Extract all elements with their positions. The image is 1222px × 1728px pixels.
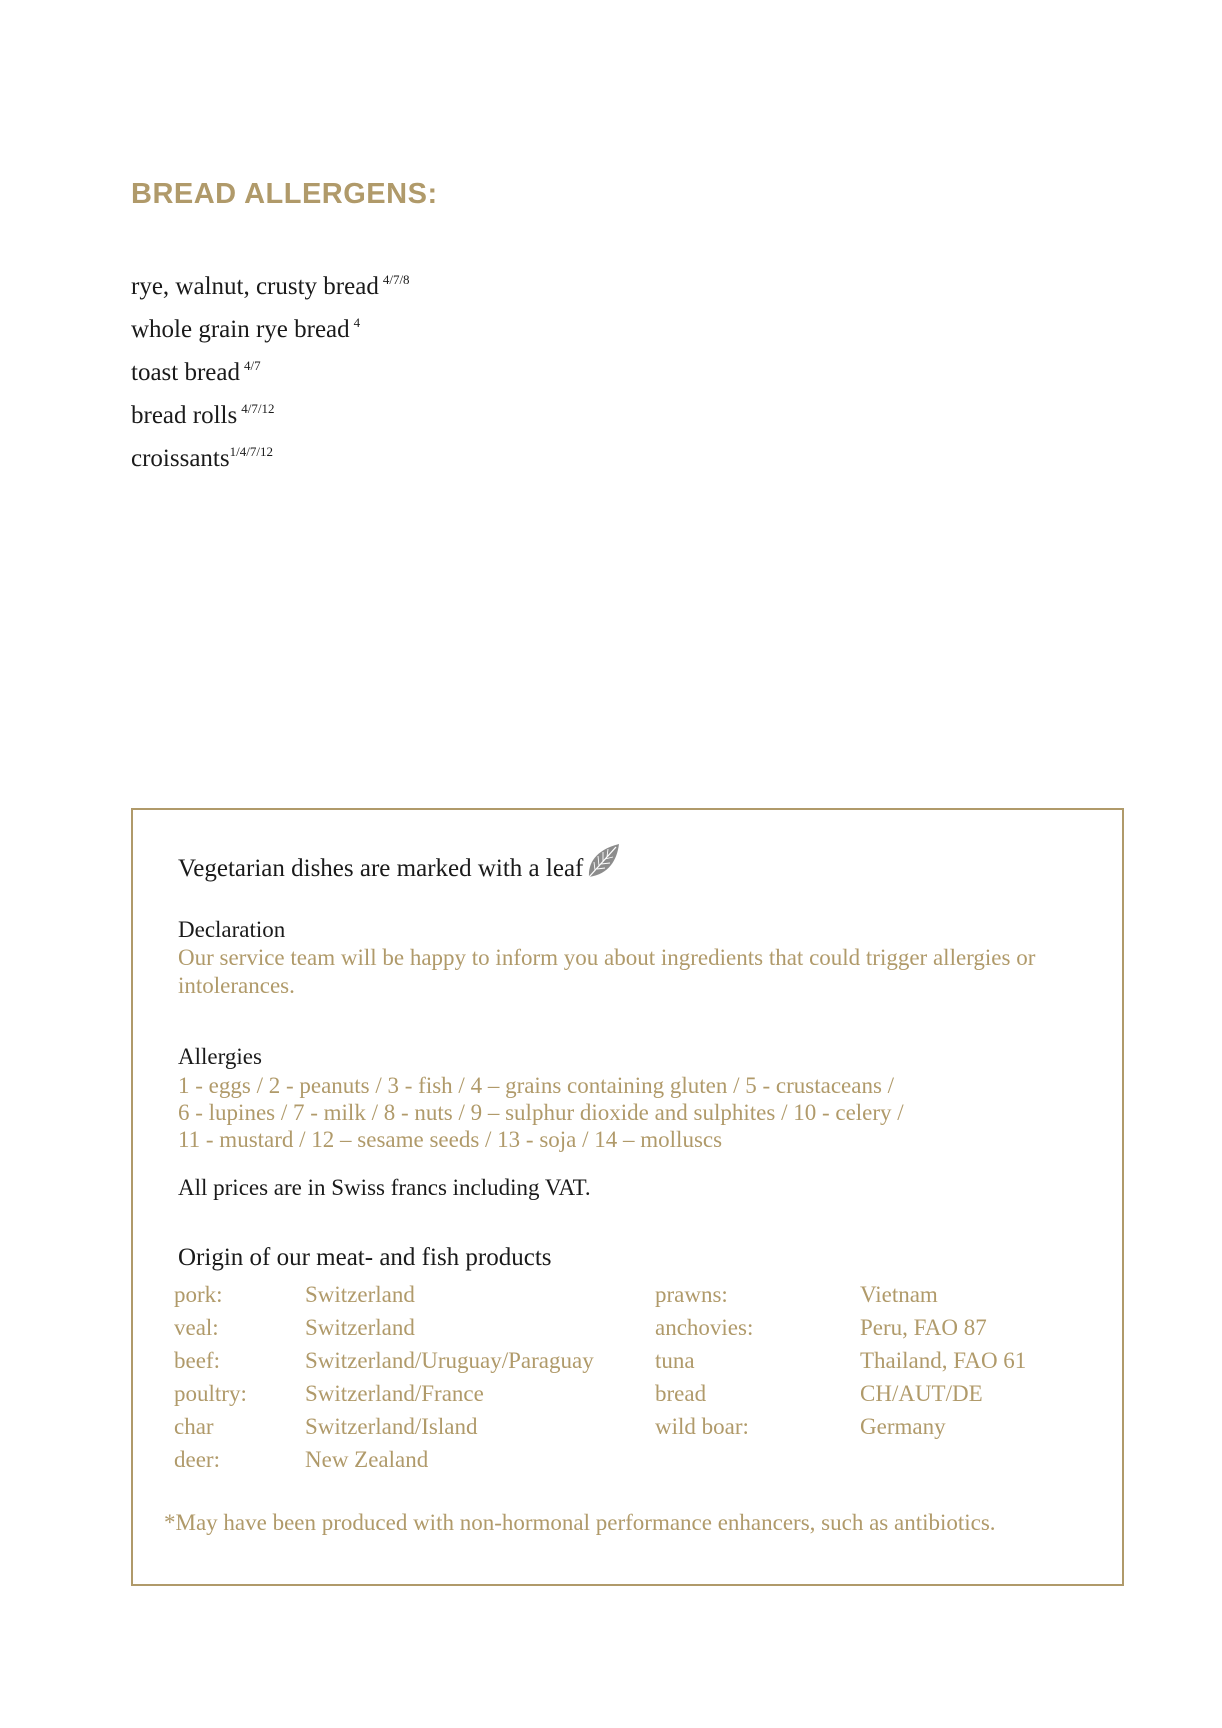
vegetarian-note-text: Vegetarian dishes are marked with a leaf <box>178 855 584 882</box>
page-title: BREAD ALLERGENS: <box>131 178 438 210</box>
origin-label: deer: <box>174 1447 220 1472</box>
origin-value: Switzerland <box>305 1315 415 1340</box>
origin-label: pork: <box>174 1282 223 1307</box>
origin-label: prawns: <box>655 1282 728 1307</box>
origin-value: CH/AUT/DE <box>860 1381 983 1406</box>
allergies-line: 6 - lupines / 7 - milk / 8 - nuts / 9 – sulphur dioxide and sulphites / 10 - celery / <box>178 1100 904 1125</box>
allergies-line: 1 - eggs / 2 - peanuts / 3 - fish / 4 – grains containing gluten / 5 - crustaceans / <box>178 1073 895 1098</box>
origin-value: Switzerland/Uruguay/Paraguay <box>305 1348 594 1373</box>
allergen-codes: 4/7/8 <box>382 272 410 287</box>
info-box <box>131 808 1124 1586</box>
origin-left-labels <box>174 1278 247 1476</box>
origin-value: Germany <box>860 1414 946 1439</box>
origin-value: New Zealand <box>305 1447 429 1472</box>
bread-name: croissants <box>131 445 230 472</box>
allergies-list <box>178 1072 904 1153</box>
declaration-text: Our service team will be happy to inform you about ingredients that could trigger allergies or intolerances. <box>178 945 1036 998</box>
origin-label: beef: <box>174 1348 220 1373</box>
leaf-icon <box>585 842 621 887</box>
footnote: *May have been produced with non-hormonal performance enhancers, such as antibiotics. <box>164 1510 996 1535</box>
origin-label: bread <box>655 1381 707 1406</box>
origin-heading: Origin of our meat- and fish products <box>178 1244 552 1271</box>
origin-left-values <box>305 1278 594 1476</box>
allergies-heading: Allergies <box>178 1044 262 1069</box>
bread-item <box>131 262 410 305</box>
origin-value: Switzerland/France <box>305 1381 484 1406</box>
origin-label: veal: <box>174 1315 219 1340</box>
allergen-codes: 4/7 <box>243 358 261 373</box>
origin-right-labels <box>655 1278 753 1443</box>
bread-name: bread rolls <box>131 402 238 429</box>
bread-item <box>131 348 410 391</box>
origin-label: char <box>174 1414 214 1439</box>
origin-value: Switzerland <box>305 1282 415 1307</box>
origin-value: Peru, FAO 87 <box>860 1315 987 1340</box>
bread-item <box>131 391 410 434</box>
bread-name: whole grain rye bread <box>131 316 350 343</box>
bread-name: rye, walnut, crusty bread <box>131 273 379 300</box>
bread-allergen-list <box>131 262 410 477</box>
prices-note: All prices are in Swiss francs including VAT. <box>178 1175 591 1200</box>
allergen-codes: 4/7/12 <box>241 401 275 416</box>
bread-item <box>131 434 410 477</box>
bread-item <box>131 305 410 348</box>
vegetarian-note <box>178 842 621 887</box>
origin-value: Vietnam <box>860 1282 938 1307</box>
allergen-codes: 1/4/7/12 <box>229 444 273 459</box>
origin-right-values <box>860 1278 1026 1443</box>
origin-value: Switzerland/Island <box>305 1414 478 1439</box>
allergen-codes: 4 <box>353 315 361 330</box>
origin-label: wild boar: <box>655 1414 749 1439</box>
origin-label: poultry: <box>174 1381 247 1406</box>
bread-name: toast bread <box>131 359 240 386</box>
declaration-heading: Declaration <box>178 917 286 942</box>
origin-label: anchovies: <box>655 1315 754 1340</box>
allergies-line: 11 - mustard / 12 – sesame seeds / 13 - soja / 14 – molluscs <box>178 1127 723 1152</box>
origin-label: tuna <box>655 1348 695 1373</box>
origin-value: Thailand, FAO 61 <box>860 1348 1027 1373</box>
